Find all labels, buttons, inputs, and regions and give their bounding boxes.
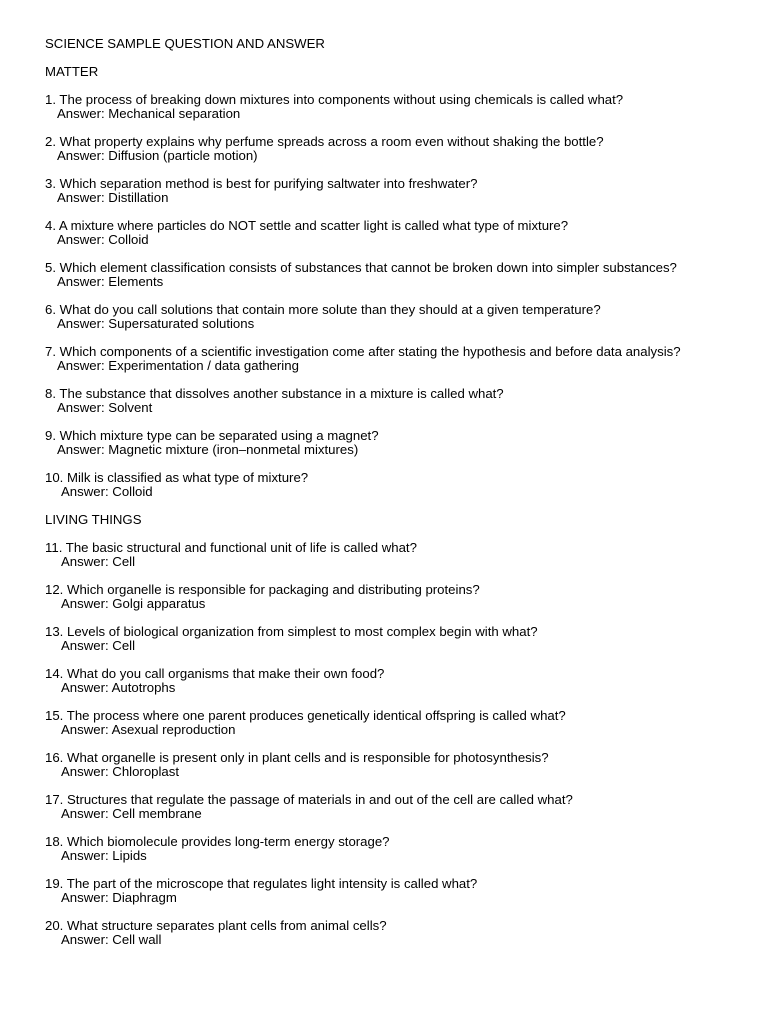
answer-text: Answer: Cell <box>61 638 136 653</box>
question-text: 18. Which biomolecule provides long-term energy storage? <box>45 834 390 849</box>
answer-text: Answer: Cell <box>61 554 136 569</box>
answer-text: Answer: Colloid <box>57 232 149 247</box>
answer-text: Answer: Cell membrane <box>61 806 202 821</box>
question-text: 12. Which organelle is responsible for packaging and distributing proteins? <box>45 582 480 597</box>
qa-item <box>45 93 725 121</box>
qa-item <box>45 793 725 821</box>
answer-text: Answer: Diaphragm <box>61 890 177 905</box>
answer-text: Answer: Cell wall <box>61 932 162 947</box>
answer-text: Answer: Magnetic mixture (iron–nonmetal mixtures) <box>57 442 359 457</box>
matter-question-list <box>45 93 725 499</box>
qa-item <box>45 877 725 905</box>
qa-item <box>45 751 725 779</box>
answer-text: Answer: Autotrophs <box>61 680 176 695</box>
question-text: 5. Which element classification consists of substances that cannot be broken down into simpler substances? <box>45 260 677 275</box>
question-text: 7. Which components of a scientific investigation come after stating the hypothesis and before data analysis? <box>45 344 681 359</box>
question-text: 8. The substance that dissolves another substance in a mixture is called what? <box>45 386 504 401</box>
qa-item <box>45 709 725 737</box>
answer-text: Answer: Distillation <box>57 190 169 205</box>
question-text: 11. The basic structural and functional unit of life is called what? <box>45 540 417 555</box>
qa-item <box>45 583 725 611</box>
qa-item <box>45 261 725 289</box>
qa-item <box>45 135 725 163</box>
qa-item <box>45 471 725 499</box>
section-heading-matter: MATTER <box>45 64 99 79</box>
question-text: 6. What do you call solutions that contain more solute than they should at a given temperature? <box>45 302 601 317</box>
answer-text: Answer: Asexual reproduction <box>61 722 236 737</box>
qa-item <box>45 541 725 569</box>
document-page <box>45 37 725 947</box>
question-text: 20. What structure separates plant cells from animal cells? <box>45 918 387 933</box>
answer-text: Answer: Diffusion (particle motion) <box>57 148 258 163</box>
document-title: SCIENCE SAMPLE QUESTION AND ANSWER <box>45 36 325 51</box>
qa-item <box>45 667 725 695</box>
qa-item <box>45 429 725 457</box>
qa-item <box>45 835 725 863</box>
qa-item <box>45 177 725 205</box>
question-text: 13. Levels of biological organization from simplest to most complex begin with what? <box>45 624 538 639</box>
section-heading-living-things: LIVING THINGS <box>45 512 142 527</box>
qa-item <box>45 219 725 247</box>
question-text: 2. What property explains why perfume spreads across a room even without shaking the bottle? <box>45 134 604 149</box>
answer-text: Answer: Chloroplast <box>61 764 180 779</box>
question-text: 4. A mixture where particles do NOT settle and scatter light is called what type of mixture? <box>45 218 569 233</box>
question-text: 9. Which mixture type can be separated using a magnet? <box>45 428 379 443</box>
answer-text: Answer: Solvent <box>57 400 153 415</box>
question-text: 14. What do you call organisms that make their own food? <box>45 666 385 681</box>
question-text: 15. The process where one parent produces genetically identical offspring is called what? <box>45 708 566 723</box>
answer-text: Answer: Experimentation / data gathering <box>57 358 299 373</box>
living-things-question-list <box>45 541 725 947</box>
question-text: 17. Structures that regulate the passage of materials in and out of the cell are called what? <box>45 792 573 807</box>
answer-text: Answer: Golgi apparatus <box>61 596 206 611</box>
qa-item <box>45 345 725 373</box>
question-text: 16. What organelle is present only in plant cells and is responsible for photosynthesis? <box>45 750 549 765</box>
question-text: 3. Which separation method is best for purifying saltwater into freshwater? <box>45 176 478 191</box>
answer-text: Answer: Mechanical separation <box>57 106 241 121</box>
qa-item <box>45 625 725 653</box>
question-text: 19. The part of the microscope that regulates light intensity is called what? <box>45 876 478 891</box>
answer-text: Answer: Colloid <box>61 484 153 499</box>
answer-text: Answer: Supersaturated solutions <box>57 316 255 331</box>
question-text: 10. Milk is classified as what type of mixture? <box>45 470 309 485</box>
qa-item <box>45 303 725 331</box>
answer-text: Answer: Elements <box>57 274 164 289</box>
answer-text: Answer: Lipids <box>61 848 147 863</box>
qa-item <box>45 919 725 947</box>
question-text: 1. The process of breaking down mixtures into components without using chemicals is called what? <box>45 92 624 107</box>
qa-item <box>45 387 725 415</box>
